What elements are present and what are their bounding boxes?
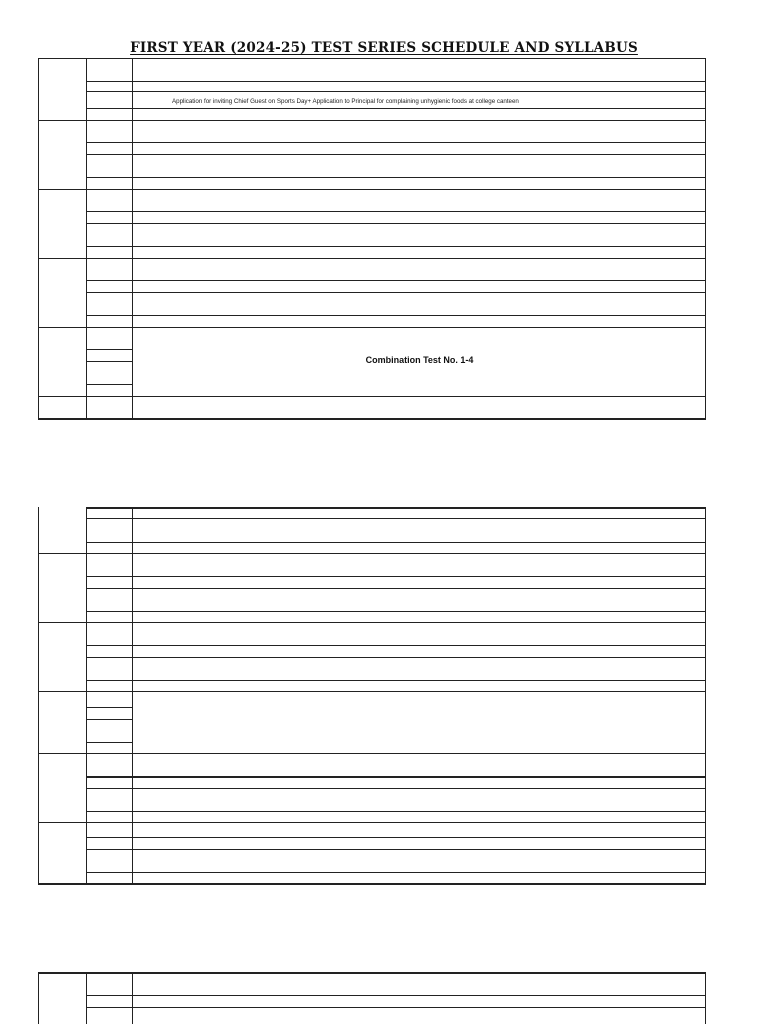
row-line: [86, 292, 706, 293]
row-line: [86, 776, 706, 778]
row-line: [86, 542, 706, 543]
row-line: [86, 1007, 706, 1008]
row-line: [86, 588, 706, 589]
column-divider: [86, 972, 87, 1024]
table-border: [38, 418, 706, 420]
table-border: [38, 883, 706, 885]
table-border: [38, 972, 39, 1024]
group-line: [38, 258, 706, 259]
column-divider: [132, 972, 133, 1024]
group-line: [38, 753, 706, 754]
row-line: [86, 211, 706, 212]
row-line: [86, 788, 706, 789]
group-line: [38, 553, 706, 554]
table-border: [38, 58, 706, 59]
group-line: [38, 120, 706, 121]
table-border: [705, 972, 706, 1024]
row-line: [86, 315, 706, 316]
schedule-table-1: [38, 58, 706, 420]
row-line: [86, 154, 706, 155]
row-line: [86, 81, 706, 82]
row-line: [86, 811, 706, 812]
row-line: [86, 872, 706, 873]
row-line: [86, 91, 706, 92]
table-border: [86, 507, 706, 509]
group-line: [38, 396, 706, 397]
combination-test-label: Combination Test No. 1-4: [365, 355, 474, 365]
row-line: [86, 576, 706, 577]
group-line: [38, 691, 706, 692]
row-line: [86, 223, 706, 224]
schedule-table-3: [38, 972, 706, 1024]
page-title: [0, 40, 768, 56]
row-line: [86, 719, 132, 720]
schedule-table-2: [38, 507, 706, 885]
group-line: [38, 327, 706, 328]
table-border: [705, 507, 706, 884]
row-line: [86, 349, 132, 350]
row-line: [86, 995, 706, 996]
row-line: [86, 246, 706, 247]
table-border: [38, 507, 39, 885]
row-line: [86, 108, 706, 109]
row-line: [86, 177, 706, 178]
row-line: [86, 142, 706, 143]
table-border: [38, 972, 706, 974]
row-line: [86, 518, 706, 519]
row-line: [86, 611, 706, 612]
column-divider: [86, 58, 87, 420]
column-divider: [132, 507, 133, 885]
column-divider: [86, 507, 87, 885]
table-border: [38, 58, 39, 420]
row-line: [86, 837, 706, 838]
row-line: [86, 680, 706, 681]
group-line: [38, 622, 706, 623]
column-divider: [132, 58, 133, 420]
syllabus-note: Application for inviting Chief Guest on Sports Day+ Application to Principal for complaining unhygienic foods at college canteen: [172, 98, 519, 105]
row-line: [86, 361, 132, 362]
row-line: [86, 849, 706, 850]
row-line: [86, 384, 132, 385]
row-line: [86, 742, 132, 743]
row-line: [86, 645, 706, 646]
row-line: [86, 657, 706, 658]
group-line: [38, 822, 706, 823]
group-line: [38, 189, 706, 190]
row-line: [86, 707, 132, 708]
row-line: [86, 280, 706, 281]
page-title-text: FIRST YEAR (2024-25) TEST SERIES SCHEDULE AND SYLLABUS: [130, 40, 638, 56]
